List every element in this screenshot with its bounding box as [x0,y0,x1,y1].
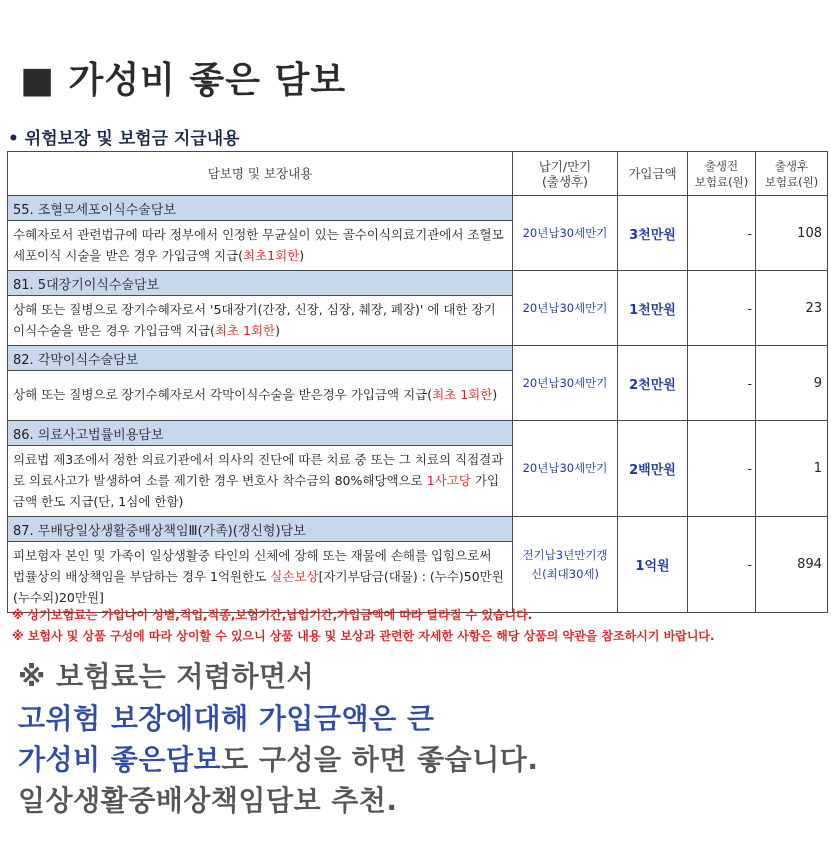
summary-line: 고위험 보장에대해 가입금액은 큰 [18,702,435,735]
disclaimer-note: ※ 상기보험료는 가입나이 성별,직업,직종,보험기간,납입기간,가입금액에 따라 달라질 수 있습니다. [12,608,533,622]
section-subtitle: • 위험보장 및 보험금 지급내용 [8,129,240,149]
coverage-description: 수혜자로서 관련법규에 따라 정부에서 인정한 무균실이 있는 골수이식의료기관에서 조혈모세포이식 시술을 받은 경우 가입금액 지급(최초1회한) [8,221,513,271]
limit-highlight: 최초 1회한 [214,322,276,338]
coverage-period: 20년납30세만기 [513,346,618,421]
premium-before-birth: - [688,517,756,613]
premium-after-birth: 23 [756,271,828,346]
premium-after-birth: 108 [756,196,828,271]
table-row [8,271,828,296]
premium-before-birth: - [688,421,756,517]
coverage-amount: 1천만원 [618,271,688,346]
coverage-name: 86. 의료사고법률비용담보 [8,421,513,446]
coverage-period: 20년납30세만기 [513,421,618,517]
table-row [8,421,828,446]
premium-before-birth: - [688,271,756,346]
coverage-period: 전기납3년만기갱신(최대30세) [513,517,618,613]
header-period: 납기/만기 (출생후) [513,152,618,196]
summary-highlight: 가성비 좋은담보 [18,743,222,776]
premium-after-birth: 1 [756,421,828,517]
summary-line: 가성비 좋은담보도 구성을 하면 좋습니다. [18,743,539,776]
coverage-amount: 1억원 [618,517,688,613]
limit-highlight: 1사고당 [426,472,471,488]
limit-highlight: 최초 1회한 [432,387,493,402]
coverage-period: 20년납30세만기 [513,196,618,271]
table-header-row [8,152,828,196]
limit-highlight: 최초1회한 [243,247,300,263]
coverage-description: 의료법 제3조에서 정한 의료기관에서 의사의 진단에 따른 치료 중 또는 그 치료의 직접결과로 의료사고가 발생하여 소를 제기한 경우 변호사 착수금의 80%해당액으로 1사고당 가입금액 한도 지급(단, 1심에 한함) [8,446,513,517]
coverage-amount: 3천만원 [618,196,688,271]
coverage-table [7,151,828,613]
header-premium-before-birth: 출생전 보험료(원) [688,152,756,196]
coverage-name: 55. 조혈모세포이식수술담보 [8,196,513,221]
table-row [8,196,828,221]
limit-highlight: 실손보상 [270,568,319,584]
coverage-description: 상해 또는 질병으로 장기수혜자로서 각막이식수술을 받은경우 가입금액 지급(최초 1회한) [8,371,513,421]
coverage-period: 20년납30세만기 [513,271,618,346]
table-row [8,346,828,371]
table-row [8,517,828,542]
premium-after-birth: 9 [756,346,828,421]
page-title: ■ 가성비 좋은 담보 [20,60,347,101]
coverage-description: 상해 또는 질병으로 장기수혜자로서 '5대장기(간장, 신장, 심장, 췌장, 폐장)' 에 대한 장기이식수술을 받은 경우 가입금액 지급(최초 1회한) [8,296,513,346]
header-amount: 가입금액 [618,152,688,196]
disclaimer-note: ※ 보험사 및 상품 구성에 따라 상이할 수 있으니 상품 내용 및 보상과 관련한 자세한 사항은 해당 상품의 약관을 참조하시기 바랍니다. [12,629,715,643]
coverage-name: 87. 무배당일상생활중배상책임Ⅲ(가족)(갱신형)담보 [8,517,513,542]
coverage-name: 82. 각막이식수술담보 [8,346,513,371]
premium-after-birth: 894 [756,517,828,613]
coverage-amount: 2천만원 [618,346,688,421]
header-coverage-name: 담보명 및 보장내용 [8,152,513,196]
coverage-name: 81. 5대장기이식수술담보 [8,271,513,296]
header-premium-after-birth: 출생후 보험료(원) [756,152,828,196]
premium-before-birth: - [688,196,756,271]
premium-before-birth: - [688,346,756,421]
summary-line: 일상생활중배상책임담보 추천. [18,784,398,817]
coverage-description: 피보험자 본인 및 가족이 일상생활중 타인의 신체에 장해 또는 재물에 손해를 입힘으로써 법률상의 배상책임을 부담하는 경우 1억원한도 실손보상[자기부담금(대물) : (누수)50만원(누수외)20만원] [8,542,513,613]
summary-line: ※ 보험료는 저렴하면서 [18,660,315,693]
coverage-amount: 2백만원 [618,421,688,517]
